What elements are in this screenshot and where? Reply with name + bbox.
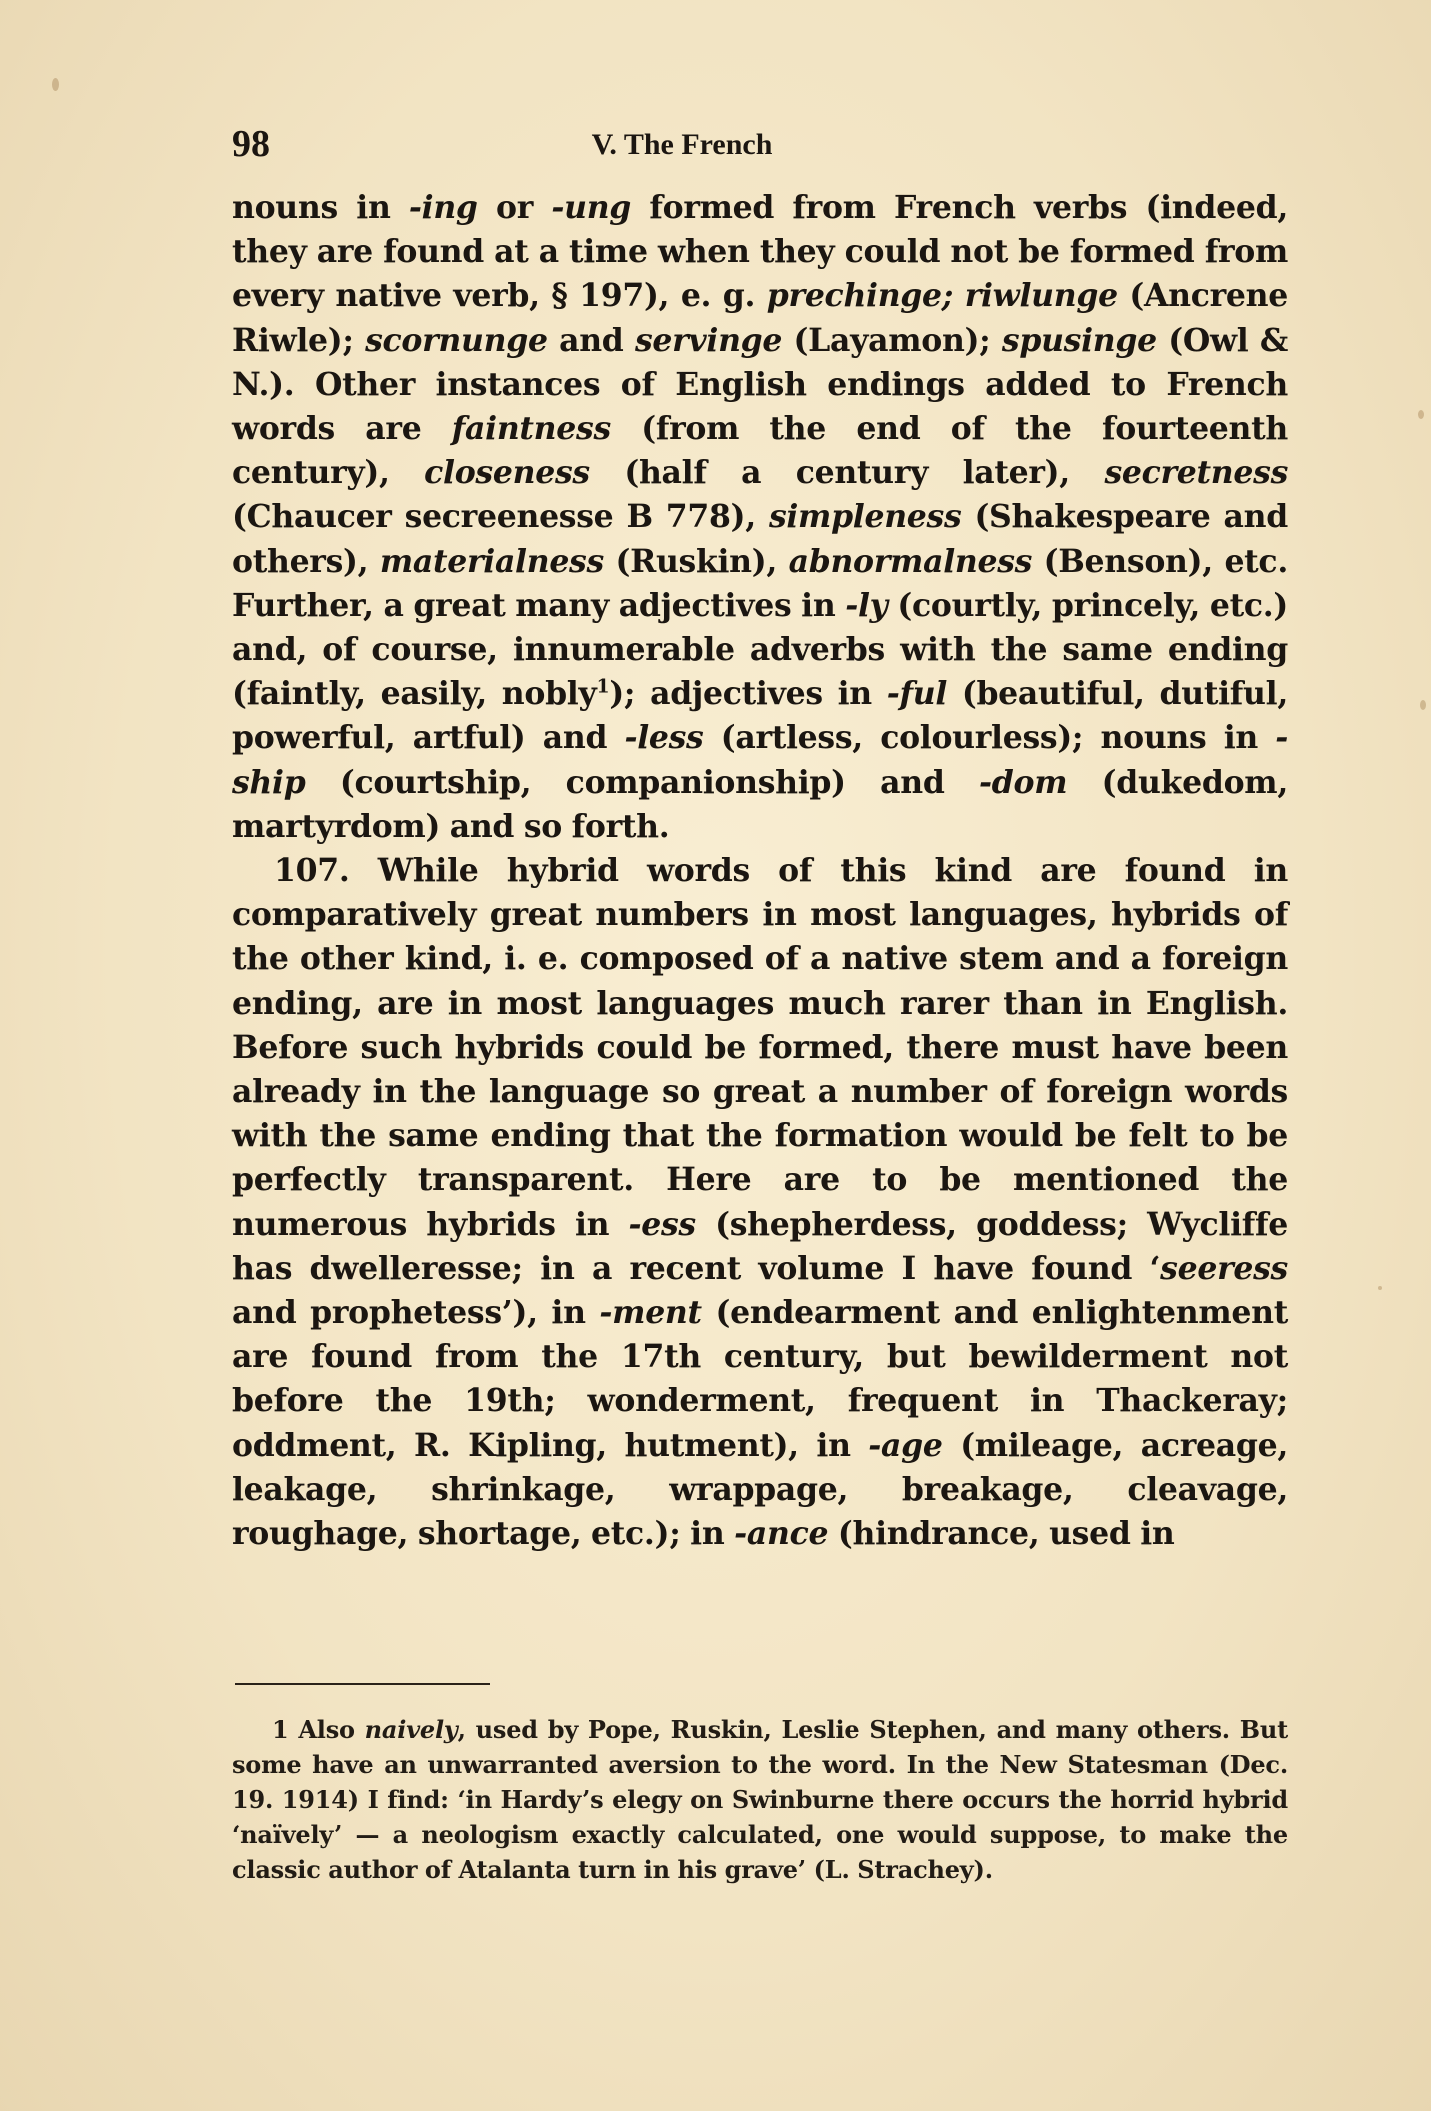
italic-term: -less <box>624 719 704 757</box>
italic-term: -ship <box>232 719 1288 801</box>
italic-term: -ung <box>551 189 632 226</box>
italic-term: -ing <box>408 189 478 226</box>
text-run: formed from French verbs (indeed, they are found at a time when they could not be formed from every native verb, § 197), e. g. <box>232 189 1288 315</box>
text-run: (Ruskin), <box>603 542 789 580</box>
italic-term: -ance <box>734 1515 829 1553</box>
text-run: and <box>547 321 635 359</box>
italic-term: -ly <box>845 586 888 624</box>
section-number: 107. <box>274 852 350 890</box>
running-title: V. The French <box>591 128 773 161</box>
text-run: (Benson), etc. Further, a great many adjectives in <box>232 542 1288 624</box>
text-run: (half a century later), <box>589 454 1105 492</box>
footnote-marker[interactable]: 1 <box>596 675 610 698</box>
italic-term: seeress <box>1160 1249 1288 1287</box>
italic-term: -ful <box>886 675 947 713</box>
text-run: (courtly, princely, etc.) and, of course, innumerable adverbs with the same ending (faintly, easily, nobly <box>232 586 1288 713</box>
text-run: and prophetess’), in <box>232 1294 600 1332</box>
paper-blemish <box>52 78 59 91</box>
italic-term: spusinge <box>1001 321 1157 359</box>
text-run: While hybrid words of this kind are found in comparatively great numbers in most languages, hybrids of the other kind, i. e. composed of a native stem and a foreign ending, are in most languages much rarer than in English. Before such hybrids could be formed, there must have been already in the language so great a number of foreign words with the same ending that the formation would be felt to be perfectly transparent. Here are to be mentioned the numerous hybrids in <box>232 852 1288 1243</box>
text-run: ); adjectives in <box>609 675 887 713</box>
text-run: (shepherdess, goddess; Wycliffe has dwelleresse; in a recent volume I have found ‘ <box>232 1205 1288 1287</box>
text-run: (Chaucer secreenesse B 778), <box>232 498 769 536</box>
text-run: (endearment and enlightenment are found from the 17th century, but bewilderment not before the 19th; wonderment, frequent in Thackeray; oddment, R. Kipling, hutment), in <box>232 1294 1288 1464</box>
paragraph <box>232 849 1288 1556</box>
text-run: (beautiful, dutiful, powerful, artful) and <box>232 675 1288 757</box>
italic-term: naively <box>364 1715 458 1744</box>
italic-term: servinge <box>634 321 783 359</box>
text-run: (mileage, acreage, leakage, shrinkage, wrappage, breakage, cleavage, roughage, shortage, etc.); in <box>232 1426 1288 1553</box>
text-run: Also <box>288 1715 365 1744</box>
paper-blemish <box>1378 1286 1382 1290</box>
text-run: (Ancrene Riwle); <box>232 277 1289 359</box>
footnote-divider <box>235 1683 490 1685</box>
main-text <box>232 186 1288 1556</box>
footnote-number: 1 <box>272 1715 289 1744</box>
italic-term: -age <box>868 1426 943 1464</box>
italic-term: -dom <box>979 763 1068 801</box>
paper-blemish <box>1418 410 1424 419</box>
text-run: (hindrance, used in <box>828 1515 1175 1553</box>
page-number: 98 <box>232 123 270 165</box>
text-run: (Owl & N.). Other instances of English endings added to French words are <box>232 321 1288 448</box>
italic-term: secretness <box>1104 454 1289 492</box>
italic-term: -ess <box>628 1205 696 1243</box>
text-run: (dukedom, martyrdom) and so forth. <box>232 763 1288 845</box>
italic-term: simpleness <box>768 498 962 536</box>
italic-term: abnormalness <box>788 542 1033 580</box>
text-run: (Shakespeare and others), <box>232 498 1288 580</box>
italic-term: closeness <box>424 454 590 492</box>
text-run: (courtship, companionship) and <box>305 763 979 801</box>
text-run: (from the end of the fourteenth century), <box>232 410 1289 492</box>
text-run: , used by Pope, Ruskin, Leslie Stephen, and many others. But some have an unwarranted aversion to the word. In the New Statesman (Dec. 19. 1914) I find: ‘in Hardy’s elegy on Swinburne there occurs the horrid hybrid ‘naïvely’ — a neologism exactly calculated, one would suppose, to make the classic author of Atalanta turn in his grave’ (L. Strachey). <box>232 1715 1288 1884</box>
italic-term: prechinge; riwlunge <box>766 277 1118 315</box>
italic-term: materialness <box>379 542 604 580</box>
italic-term: -ment <box>599 1294 702 1332</box>
footnote <box>232 1712 1288 1887</box>
italic-term: scornunge <box>365 321 548 359</box>
paper-blemish <box>1420 700 1426 710</box>
paragraph <box>232 186 1288 849</box>
text-run: (artless, colourless); nouns in <box>703 719 1276 757</box>
text-run: or <box>477 189 552 226</box>
footnote-paragraph <box>232 1712 1288 1887</box>
text-run: nouns in <box>232 189 409 226</box>
text-run: (Layamon); <box>782 321 1002 359</box>
italic-term: faintness <box>451 410 611 448</box>
page-header <box>232 118 1290 168</box>
